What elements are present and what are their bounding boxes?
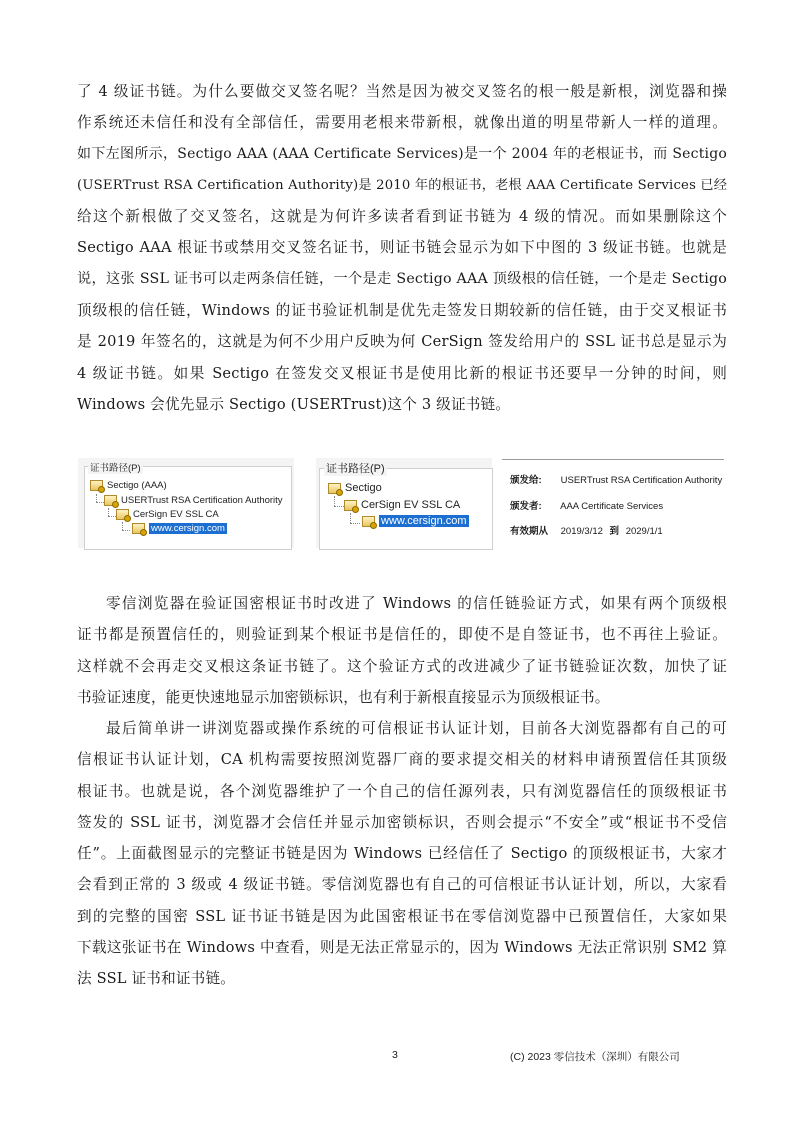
certificate-icon: [132, 523, 145, 534]
valid-from-label: 有效期从: [510, 526, 549, 537]
text-line: 签发的 SSL 证书，浏览器才会信任并显示加密锁标识，否则会提示“不安全”或“根证书不受信: [77, 813, 727, 831]
text-line: 书验证速度，能更快速地显示加密锁标识，也有利于新根直接显示为顶级根证书。: [77, 688, 610, 706]
tree-line: [350, 523, 360, 524]
valid-to-value: 2029/1/1: [625, 526, 663, 537]
paragraph-cross-signing: [77, 76, 727, 420]
cert-info-screenshot: [502, 459, 724, 548]
text-line: 法 SSL 证书和证书链。: [77, 970, 236, 988]
tree-line: [334, 506, 344, 507]
node-label: www.cersign.com: [151, 523, 225, 534]
page-number: 3: [392, 1049, 398, 1061]
text-line: 会看到正常的 3 级或 4 级证书链。零信浏览器也有自己的可信根证书认证计划，所以，大家看: [77, 876, 727, 894]
node-label: CerSign EV SSL CA: [133, 509, 219, 520]
issued-to-label: 颁发给:: [510, 475, 542, 486]
certificate-icon: [344, 500, 357, 511]
tree-line: [108, 516, 116, 517]
tree-node-intermediate[interactable]: [116, 509, 219, 520]
text-line: 根证书。也就是说，各个浏览器维护了一个自己的信任源列表，只有浏览器信任的顶级根证书: [77, 782, 727, 800]
text-line: 任”。上面截图显示的完整证书链是因为 Windows 已经信任了 Sectigo 的顶级根证书，大家才: [77, 845, 727, 863]
tree-line: [96, 494, 97, 502]
text-line: 到的完整的国密 SSL 证书证书链是因为此国密根证书在零信浏览器中已预置信任，大家如果: [77, 907, 727, 925]
certificate-icon: [328, 483, 341, 494]
node-label: Sectigo: [345, 482, 382, 494]
tree-node-leaf[interactable]: [132, 523, 227, 534]
left-cert-path-screenshot: [78, 458, 294, 548]
text-line: 零信浏览器在验证国密根证书时改进了 Windows 的信任链验证方式，如果有两个顶级根: [106, 595, 727, 612]
cert-path-legend: 证书路径(P): [324, 460, 387, 476]
certificate-icon: [104, 495, 117, 506]
footer-copyright: (C) 2023 零信技术（深圳）有限公司: [510, 1051, 680, 1063]
tree-node-root[interactable]: [90, 480, 167, 491]
paragraph-zerotrust-browser: [77, 588, 727, 713]
node-label: CerSign EV SSL CA: [361, 499, 461, 511]
issued-by-label: 颁发者:: [510, 501, 542, 512]
text-line: 4 级证书链。如果 Sectigo 在签发交叉根证书是使用比新的根证书还要早一分钟的时间，则: [77, 364, 727, 382]
text-line: 下载这张证书在 Windows 中查看，则是无法正常显示的，因为 Windows 无法正常识别 SM2 算: [77, 939, 727, 957]
tree-line: [122, 522, 123, 530]
certificate-icon: [90, 480, 103, 491]
issued-to-value: USERTrust RSA Certification Authority: [560, 475, 723, 486]
text-line: 顶级根的信任链，Windows 的证书验证机制是优先走签发日期较新的信任链，由于交叉根证书: [77, 302, 727, 320]
tree-line: [108, 508, 109, 516]
text-line: 了 4 级证书链。为什么要做交叉签名呢？当然是因为被交叉签名的根一般是新根，浏览器和操: [77, 83, 727, 100]
text-line: 给这个新根做了交叉签名，这就是为何许多读者看到证书链为 4 级的情况。而如果删除这个: [77, 208, 727, 226]
text-line: Sectigo AAA 根证书或禁用交叉签名证书，则证书链会显示为如下中图的 3 级证书链。也就是: [77, 239, 727, 257]
text-line: 是 2019 年签名的，这就是为何不少用户反映为何 CerSign 签发给用户的 SSL 证书总是显示为: [77, 333, 727, 351]
text-line: 如下左图所示，Sectigo AAA (AAA Certificate Services)是一个 2004 年的老根证书，而 Sectigo: [77, 145, 727, 162]
issued-by-row: [510, 498, 663, 512]
validity-row: [510, 523, 663, 537]
mid-cert-path-screenshot: [316, 458, 492, 548]
issued-to-row: [510, 472, 722, 486]
tree-node-intermediate[interactable]: [344, 499, 460, 511]
paragraph-root-program: [77, 713, 727, 995]
text-line: Windows 会优先显示 Sectigo (USERTrust)这个 3 级证书链。: [77, 395, 511, 413]
valid-to-label: 到: [609, 526, 620, 537]
valid-from-value: 2019/3/12: [560, 526, 603, 537]
tree-node-root[interactable]: [328, 482, 382, 494]
text-line: 信根证书认证计划，CA 机构需要按照浏览器厂商的要求提交相关的材料申请预置信任其顶级: [77, 751, 727, 769]
certificate-icon: [362, 516, 375, 527]
tree-line: [350, 513, 351, 523]
node-label: USERTrust RSA Certification Authority: [121, 495, 283, 506]
text-line: 最后简单讲一讲浏览器或操作系统的可信根证书认证计划，目前各大浏览器都有自己的可: [106, 720, 727, 737]
tree-line: [122, 530, 130, 531]
node-label: Sectigo (AAA): [107, 480, 167, 491]
issued-by-value: AAA Certificate Services: [560, 501, 664, 512]
node-label: www.cersign.com: [381, 515, 467, 527]
tree-line: [96, 502, 104, 503]
cert-path-legend: 证书路径(P): [88, 460, 143, 474]
cert-path-frame: [84, 466, 292, 550]
certificate-icon: [116, 509, 129, 520]
text-line: 这样就不会再走交叉根这条证书链了。这个验证方式的改进减少了证书链验证次数，加快了证: [77, 657, 727, 675]
tree-node-leaf[interactable]: [362, 515, 469, 527]
text-line: (USERTrust RSA Certification Authority)是 2010 年的根证书，老根 AAA Certificate Services 已经: [77, 177, 728, 193]
tree-node-cross-root[interactable]: [104, 495, 283, 506]
text-line: 说，这张 SSL 证书可以走两条信任链，一个是走 Sectigo AAA 顶级根的信任链，一个是走 Sectigo: [77, 270, 727, 287]
tree-line: [334, 496, 335, 506]
text-line: 证书都是预置信任的，则验证到某个根证书是信任的，即使不是自签证书，也不再往上验证。: [77, 626, 727, 644]
text-line: 作系统还未信任和没有全部信任，需要用老根来带新根，就像出道的明星带新人一样的道理。: [77, 114, 727, 132]
